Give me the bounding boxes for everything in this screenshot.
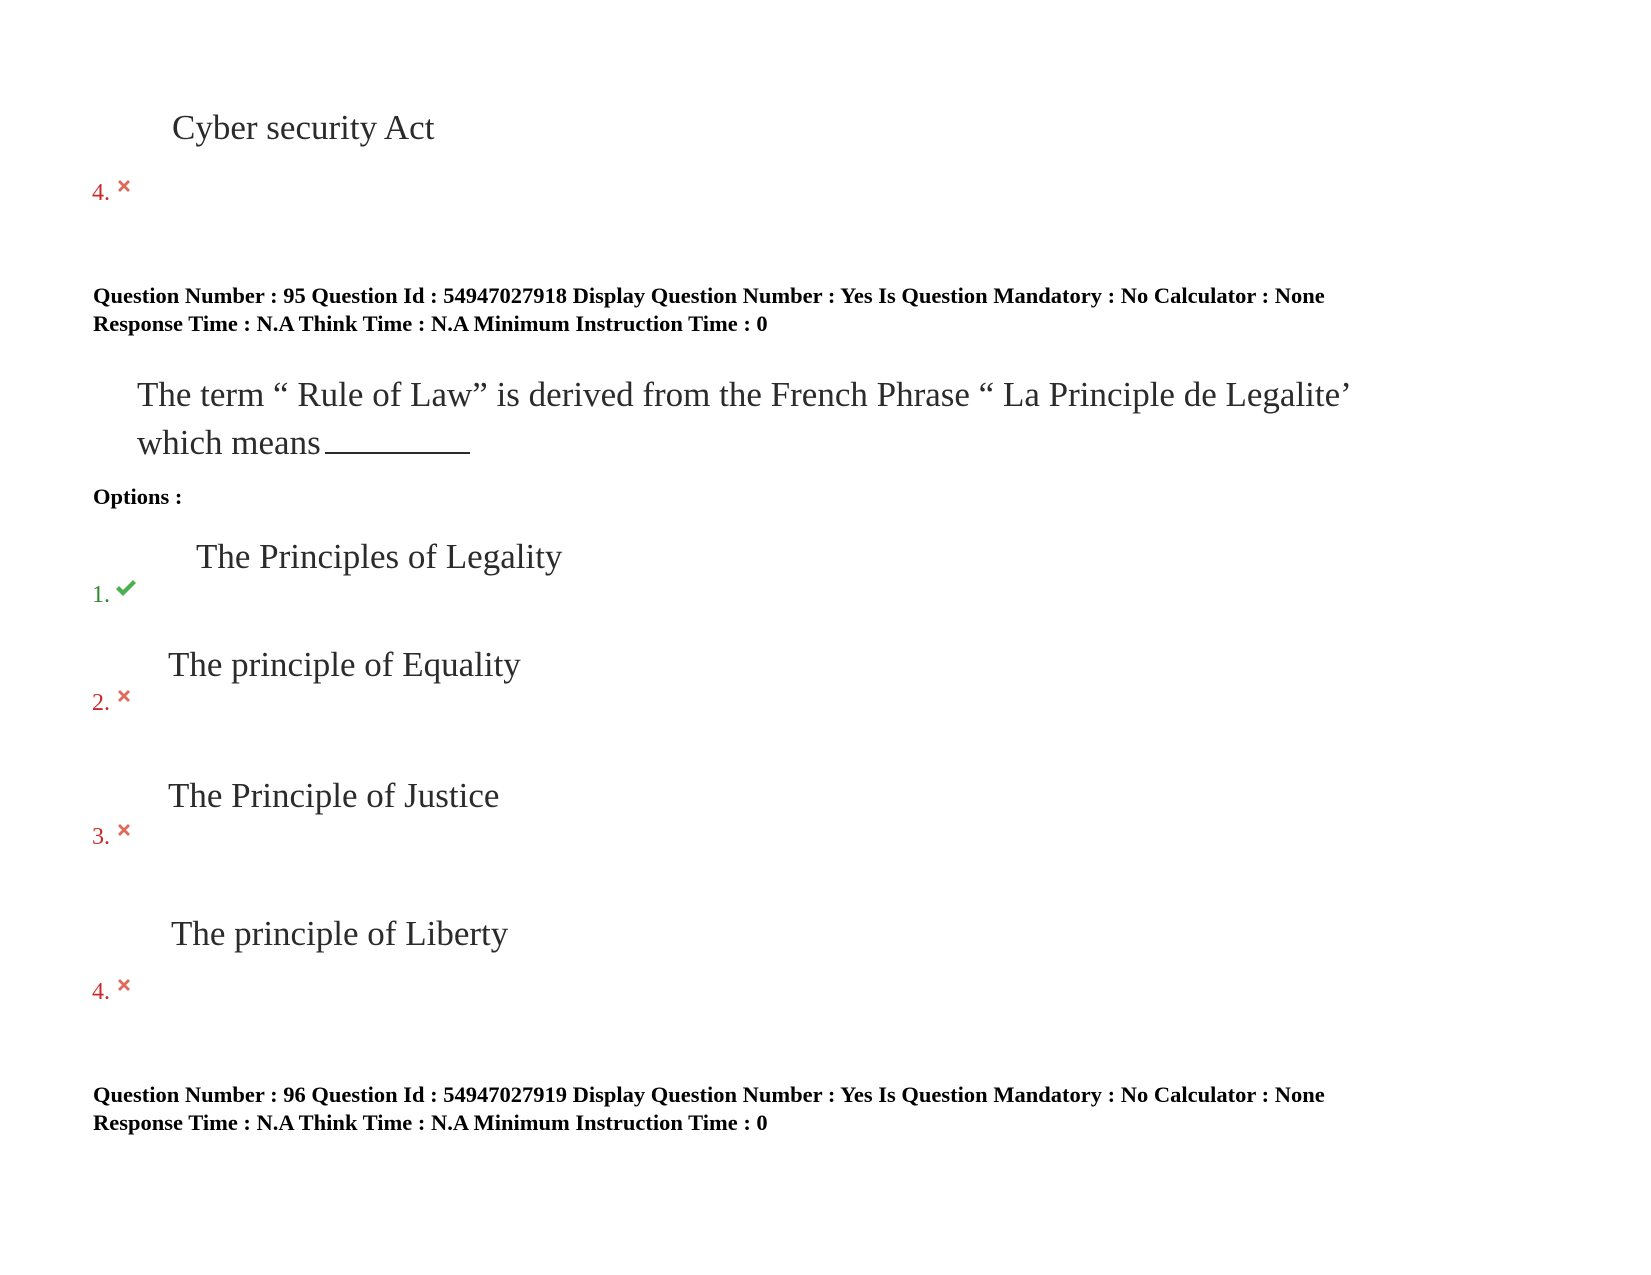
option-3-marker <box>92 824 134 851</box>
answer-blank <box>325 422 470 454</box>
option-number: 1. <box>92 582 110 608</box>
cross-icon <box>114 820 134 840</box>
question-meta-line1: Question Number : 96 Question Id : 54947027919 Display Question Number : Yes Is Question Mandatory : No Calculator : None <box>93 1082 1325 1107</box>
option-text: Cyber security Act <box>172 108 435 147</box>
question-text-line1: The term “ Rule of Law” is derived from the French Phrase “ La Principle de Legalite’ <box>137 375 1352 414</box>
option-text: The principle of Liberty <box>171 914 509 953</box>
option-text: The principle of Equality <box>168 645 521 684</box>
question-meta-line1: Question Number : 95 Question Id : 54947027918 Display Question Number : Yes Is Question Mandatory : No Calculator : None <box>93 283 1325 308</box>
option-text: The Principles of Legality <box>196 537 563 576</box>
question-text <box>137 371 1352 467</box>
question-meta-line2: Response Time : N.A Think Time : N.A Minimum Instruction Time : 0 <box>93 1110 768 1135</box>
check-icon <box>114 577 138 599</box>
option-number: 4. <box>92 180 110 206</box>
cross-icon <box>114 975 134 995</box>
options-label: Options : <box>93 484 183 509</box>
question-meta <box>93 282 1325 338</box>
question-meta-line2: Response Time : N.A Think Time : N.A Minimum Instruction Time : 0 <box>93 311 768 336</box>
question-text-line2 <box>137 419 1352 467</box>
cross-icon <box>114 176 134 196</box>
question-text-line2-label: which means <box>137 423 321 462</box>
option-number: 3. <box>92 824 110 850</box>
cross-icon <box>114 686 134 706</box>
option-number: 2. <box>92 690 110 716</box>
option-text: The Principle of Justice <box>168 776 500 815</box>
option-2-marker <box>92 690 134 717</box>
option-4-marker <box>92 180 134 207</box>
option-4-marker <box>92 979 134 1006</box>
option-number: 4. <box>92 979 110 1005</box>
option-1-marker <box>92 582 138 609</box>
question-meta <box>93 1081 1325 1137</box>
